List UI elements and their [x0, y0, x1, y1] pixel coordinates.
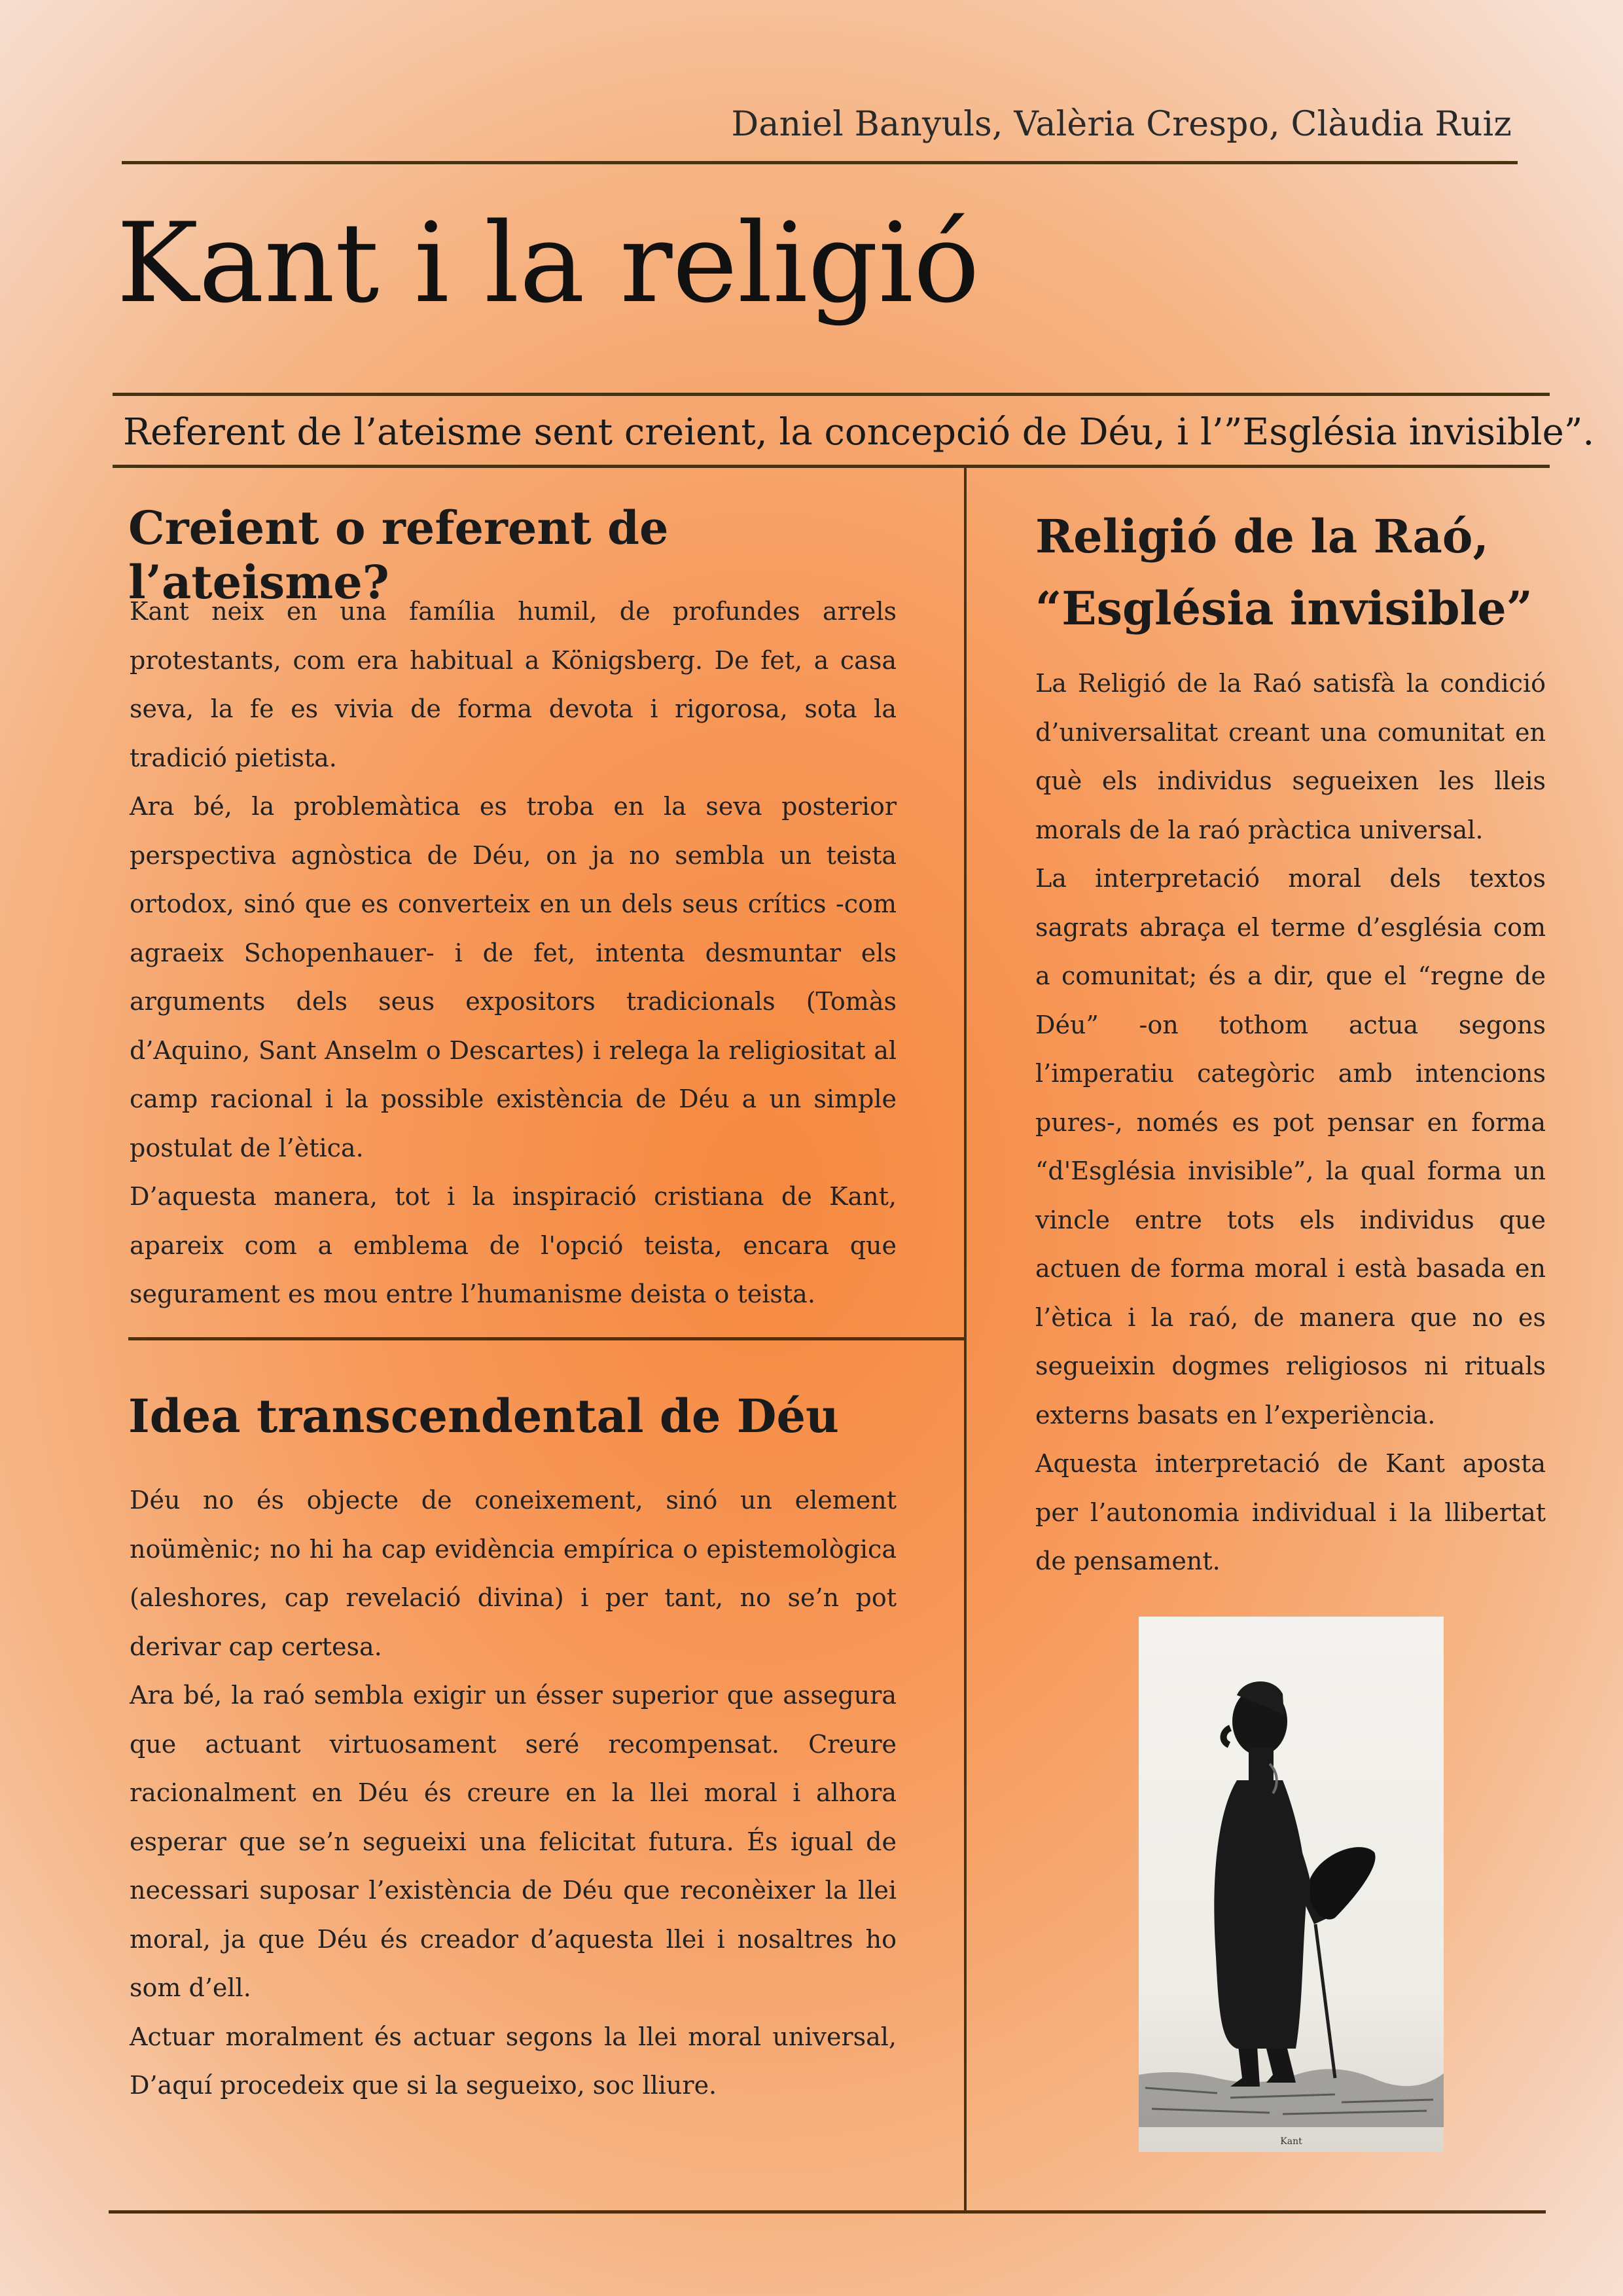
silhouette-drawing	[1139, 1617, 1444, 2152]
paragraph: Déu no és objecte de coneixement, sinó un element noümènic; no hi ha cap evidència empírica o epistemològica (aleshores, cap revelació divina) i per tant, no se’n pot derivar cap certesa.	[130, 1486, 897, 1661]
subtitle-top-rule	[113, 393, 1550, 396]
paragraph: Ara bé, la raó sembla exigir un ésser superior que assegura que actuant virtuosament seré recompensat. Creure racionalment en Déu és creure en la llei moral i alhora esperar que se’n segueixi una felicitat futura. És igual de necessari suposar l’existència de Déu que reconèixer la llei moral, ja que Déu és creador d’aquesta llei i nosaltres ho som d’ell.	[130, 1681, 897, 2002]
section-body-invisible-church	[1035, 659, 1546, 1586]
paragraph: Actuar moralment és actuar segons la llei moral universal, D’aquí procedeix que si la segueixo, soc lliure.	[130, 2022, 897, 2100]
heading-line: Religió de la Raó,	[1035, 509, 1489, 564]
footer-rule	[109, 2210, 1546, 2214]
section-heading-believer: Creient o referent de l’ateisme?	[128, 501, 669, 609]
paragraph: Aquesta interpretació de Kant aposta per l’autonomia individual i la llibertat de pensament.	[1035, 1449, 1546, 1575]
paragraph: Kant neix en una família humil, de profundes arrels protestants, com era habitual a Königsberg. De fet, a casa seva, la fe es vivia de forma devota i rigorosa, sota la tradició pietista.	[130, 597, 897, 772]
subtitle-bottom-rule	[113, 465, 1550, 468]
section-divider	[128, 1337, 966, 1340]
heading-line: “Església invisible”	[1035, 581, 1533, 636]
paragraph: La Religió de la Raó satisfà la condició d’universalitat creant una comunitat en què els individus segueixen les lleis morals de la raó pràctica universal.	[1035, 669, 1546, 844]
section-body-transcendental-idea	[130, 1476, 897, 2110]
section-heading-transcendental-idea: Idea transcendental de Déu	[128, 1389, 839, 1443]
page-title: Kant i la religió	[116, 199, 980, 327]
header-rule	[122, 161, 1518, 164]
paragraph: Ara bé, la problemàtica es troba en la seva posterior perspectiva agnòstica de Déu, on ja no sembla un teista ortodox, sinó que es converteix en un dels seus crítics -com agraeix Schopenhauer- i de fet, intenta desmuntar els arguments dels seus expositors tradicionals (Tomàs d’Aquino, Sant Anselm o Descartes) i relega la religiositat al camp racional i la possible existència de Déu a un simple postulat de l’ètica.	[130, 792, 897, 1162]
section-heading-invisible-church	[1035, 501, 1559, 645]
paragraph: D’aquesta manera, tot i la inspiració cristiana de Kant, apareix com a emblema de l'opció teista, encara que segurament es mou entre l’humanisme deista o teista.	[130, 1182, 897, 1308]
authors-line: Daniel Banyuls, Valèria Crespo, Clàudia Ruiz	[731, 105, 1512, 144]
paragraph: La interpretació moral dels textos sagrats abraça el terme d’església com a comunitat; és a dir, que el “regne de Déu” -on tothom actua segons l’imperatiu categòric amb intencions pures-, només es pot pensar en forma “d'Església invisible”, la qual forma un vincle entre tots els individus que actuen de forma moral i està basada en l’ètica i la raó, de manera que no es segueixin dogmes religiosos ni rituals externs basats en l’experiència.	[1035, 864, 1546, 1429]
kant-silhouette-image	[1139, 1617, 1444, 2152]
subtitle: Referent de l’ateisme sent creient, la concepció de Déu, i l’”Església invisible”.	[123, 411, 1595, 454]
portrait-caption: Kant	[1280, 2136, 1302, 2147]
section-body-believer	[130, 587, 897, 1319]
